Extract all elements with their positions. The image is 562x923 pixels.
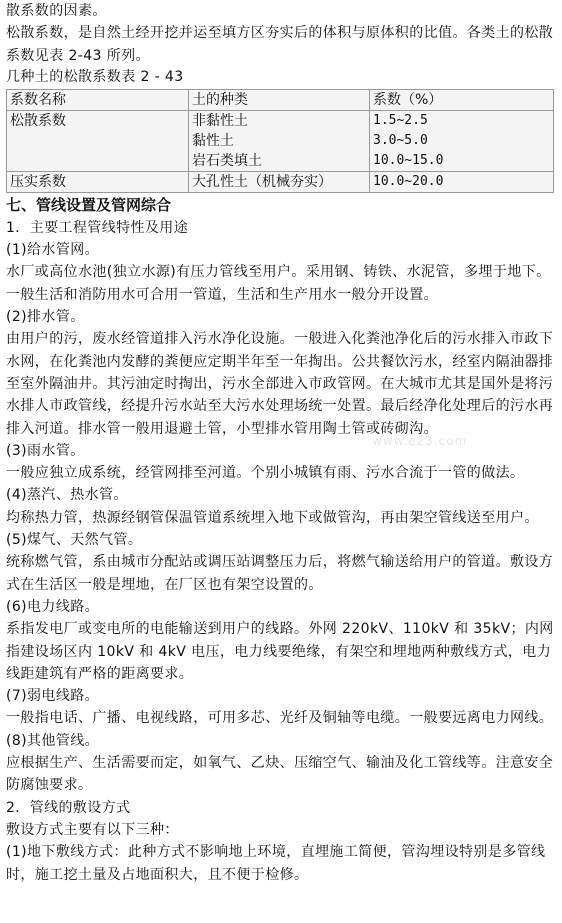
soil-cell: 黏性土	[189, 131, 370, 151]
value-cell: 3.0~5.0	[370, 131, 554, 151]
table-header-row	[7, 89, 554, 110]
method-paragraph: (1)地下敷线方式：此种方式不影响地上环境，直埋施工简便，管沟埋设特别是多管线时，施工挖土量及占地面积大，且不便于检修。	[6, 844, 546, 883]
empty-cell	[7, 151, 189, 172]
table-row	[7, 131, 554, 151]
item-heading: (3)雨水管。	[6, 442, 85, 459]
intro-line: 散系数的因素。	[6, 3, 107, 19]
soil-cell: 岩石类填土	[189, 151, 370, 172]
soil-cell: 非黏性土	[189, 110, 370, 131]
subsection-intro: 敷设方式主要有以下三种：	[6, 821, 179, 838]
intro-paragraph: 松散系数，是自然土经开挖并运至填方区夯实后的体积与原体积的比值。各类土的松散系数见表 2-43 所列。	[6, 25, 554, 64]
item-body: 统称燃气管，系由城市分配站或调压站调整压力后，将燃气输送给用户的管道。敷设方式在生活区一般是埋地，在厂区也有架空设置的。	[6, 554, 554, 593]
item-heading: (2)排水管。	[6, 309, 85, 326]
item-heading: (7)弱电线路。	[6, 688, 100, 705]
loose-coefficient-name: 松散系数	[7, 110, 189, 131]
table-row	[7, 151, 554, 172]
item-heading: (8)其他管线。	[6, 732, 100, 749]
item-body: 水厂或高位水池(独立水源)有压力管线至用户。采用钢、铸铁、水泥管，多埋于地下。一般生活和消防用水可合用一管道，生活和生产用水一般分开设置。	[6, 264, 551, 303]
value-cell: 10.0~20.0	[370, 171, 554, 192]
item-body: 应根据生产、生活需要而定，如氧气、乙炔、压缩空气、输油及化工管线等。注意安全防腐蚀要求。	[6, 755, 554, 794]
item-heading: (5)煤气、天然气管。	[6, 532, 143, 549]
item-heading: (4)蒸汽、热水管。	[6, 487, 128, 504]
item-body: 一般应独立成系统，经管网排至河道。个别小城镇有雨、污水合流于一管的做法。	[6, 465, 525, 482]
table-row	[7, 171, 554, 192]
looseness-coefficient-table	[6, 89, 554, 193]
item-body: 一般指电话、广播、电视线路，可用多芯、光纤及铜轴等电缆。一般要远离电力网线。	[6, 710, 554, 727]
subsection-heading: 2．管线的敷设方式	[6, 799, 131, 816]
subsection-heading: 1．主要工程管线特性及用途	[6, 219, 189, 236]
item-body: 由用户的污，废水经管道排入污水净化设施。一般进入化粪池净化后的污水排入市政下水网，在化粪池内发酵的粪便应定期半年至一年掏出。公共餐饮污水，经室内隔油器排至室外隔油井。其污油定时掏出，污水全部进入市政管网。在大城市尤其是国外是将污水排人市政管线，经提升污水站至大污水处理场统一处置。最后经净化处理后的污水再排入河道。排水管一般用退避土管，小型排水管用陶土管或砖砌沟。	[6, 331, 554, 437]
table-row	[7, 110, 554, 131]
compact-coefficient-name: 压实系数	[7, 171, 189, 192]
value-cell: 1.5~2.5	[370, 110, 554, 131]
item-body: 均称热力管，热源经钢管保温管道系统埋入地下或做管沟，再由架空管线送至用户。	[6, 509, 539, 526]
soil-cell: 大孔性土（机械夯实）	[189, 171, 370, 192]
item-heading: (6)电力线路。	[6, 598, 100, 615]
header-soil-type: 土的种类	[189, 89, 370, 110]
item-heading: (1)给水管网。	[6, 242, 100, 259]
table-caption: 几种土的松散系数表 2 - 43	[6, 68, 184, 85]
header-coefficient-name: 系数名称	[7, 89, 189, 110]
section-title: 七、管线设置及管网综合	[6, 195, 172, 214]
watermark: www.e23.com	[372, 434, 468, 448]
header-coefficient-value: 系数（%）	[370, 89, 554, 110]
item-body: 系指发电厂或变电所的电能输送到用户的线路。外网 220kV、110kV 和 35kV；内网指建设场区内 10kV 和 4kV 电压，电力线要绝缘，有架空和埋地两种敷线方式，电力线距建筑有严格的距离要求。	[6, 621, 554, 682]
value-cell: 10.0~15.0	[370, 151, 554, 172]
empty-cell	[7, 131, 189, 151]
